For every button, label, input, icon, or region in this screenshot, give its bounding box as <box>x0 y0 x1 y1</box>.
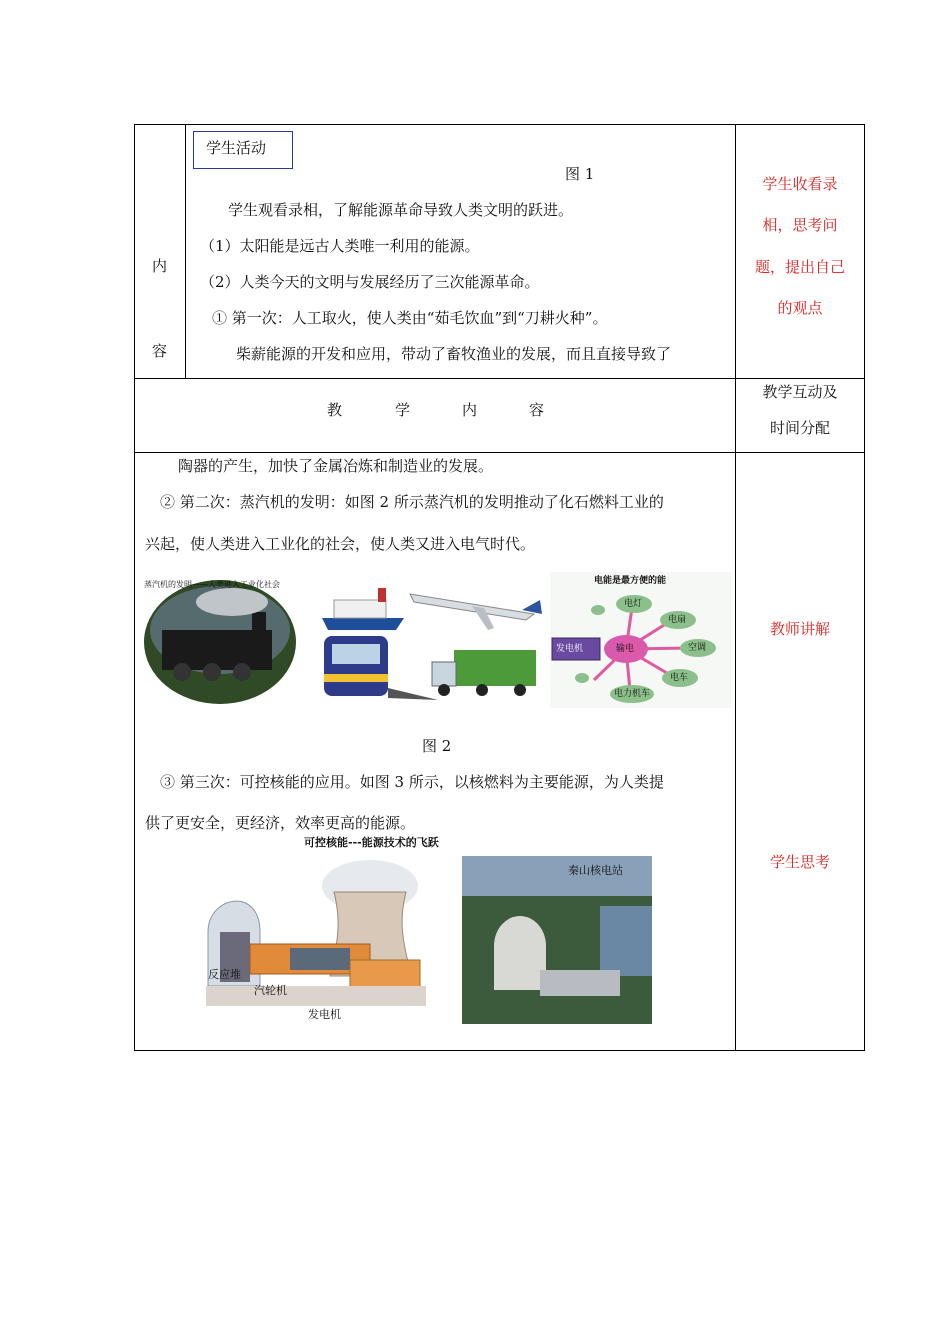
table-row2-border <box>134 452 865 453</box>
side-label-bottom: 容 <box>152 342 168 360</box>
paragraph: （1）太阳能是远古人类唯一利用的能源。 <box>200 237 480 255</box>
side-label-top: 内 <box>152 257 168 275</box>
fig3-label: 发电机 <box>308 1008 341 1021</box>
transmission-label: 输电 <box>616 644 635 654</box>
right-note-student: 学生思考 <box>769 853 830 871</box>
use-label: 电灯 <box>624 599 643 609</box>
paragraph: ③ 第三次：可控核能的应用。如图 3 所示，以核燃料为主要能源，为人类提 <box>160 773 664 791</box>
right-note-line: 的观点 <box>777 299 823 317</box>
paragraph: ① 第一次：人工取火，使人类由“茹毛饮血”到“刀耕火种”。 <box>212 309 608 327</box>
paragraph: ② 第二次：蒸汽机的发明：如图 2 所示蒸汽机的发明推动了化石燃料工业的 <box>160 493 664 511</box>
header-char: 学 <box>395 401 411 419</box>
header-char: 教 <box>327 401 343 419</box>
header-side-line: 时间分配 <box>769 419 830 437</box>
right-note-line: 题，提出自己 <box>754 258 845 276</box>
figure-2 <box>142 570 732 710</box>
use-label: 电扇 <box>668 615 687 625</box>
generator-label: 发电机 <box>556 644 584 654</box>
header-char: 内 <box>462 401 478 419</box>
use-label: 空调 <box>688 643 707 653</box>
table-left-border <box>134 124 135 1051</box>
fig3-label: 反应堆 <box>208 968 241 981</box>
table-right-border <box>864 124 865 1051</box>
table-row1-border <box>134 378 865 379</box>
fig2-caption: 图 2 <box>422 737 452 755</box>
figure-3 <box>200 836 652 1026</box>
fig3-label: 汽轮机 <box>254 984 287 997</box>
paragraph: 供了更安全，更经济，效率更高的能源。 <box>145 814 416 832</box>
table-bottom-border <box>134 1050 865 1051</box>
photo-label: 秦山核电站 <box>568 864 623 877</box>
table-side-label-divider <box>185 124 186 379</box>
student-activity-label: 学生活动 <box>206 139 267 157</box>
right-note-line: 相，思考问 <box>762 216 838 234</box>
paragraph: 兴起，使人类进入工业化的社会，使人类又进入电气时代。 <box>145 535 536 553</box>
steam-caption: 蒸汽机的发明——人类进入工业化社会 <box>144 580 280 589</box>
fig3-title: 可控核能---能源技术的飞跃 <box>304 836 439 849</box>
header-char: 容 <box>529 401 545 419</box>
student-activity-box <box>193 131 293 169</box>
electricity-title: 电能是最方便的能 <box>594 576 667 586</box>
header-side-line: 教学互动及 <box>762 383 838 401</box>
paragraph: 陶器的产生，加快了金属冶炼和制造业的发展。 <box>178 457 494 475</box>
table-top-border <box>134 124 865 125</box>
paragraph: （2）人类今天的文明与发展经历了三次能源革命。 <box>200 273 540 291</box>
paragraph: 柴薪能源的开发和应用，带动了畜牧渔业的发展，而且直接导致了 <box>236 345 672 363</box>
right-note-line: 学生收看录 <box>762 175 838 193</box>
use-label: 电车 <box>670 673 689 683</box>
paragraph: 学生观看录相，了解能源革命导致人类文明的跃进。 <box>228 201 574 219</box>
right-note-teacher: 教师讲解 <box>769 620 830 638</box>
fig1-caption: 图 1 <box>565 165 595 183</box>
use-label: 电力机车 <box>614 689 651 699</box>
